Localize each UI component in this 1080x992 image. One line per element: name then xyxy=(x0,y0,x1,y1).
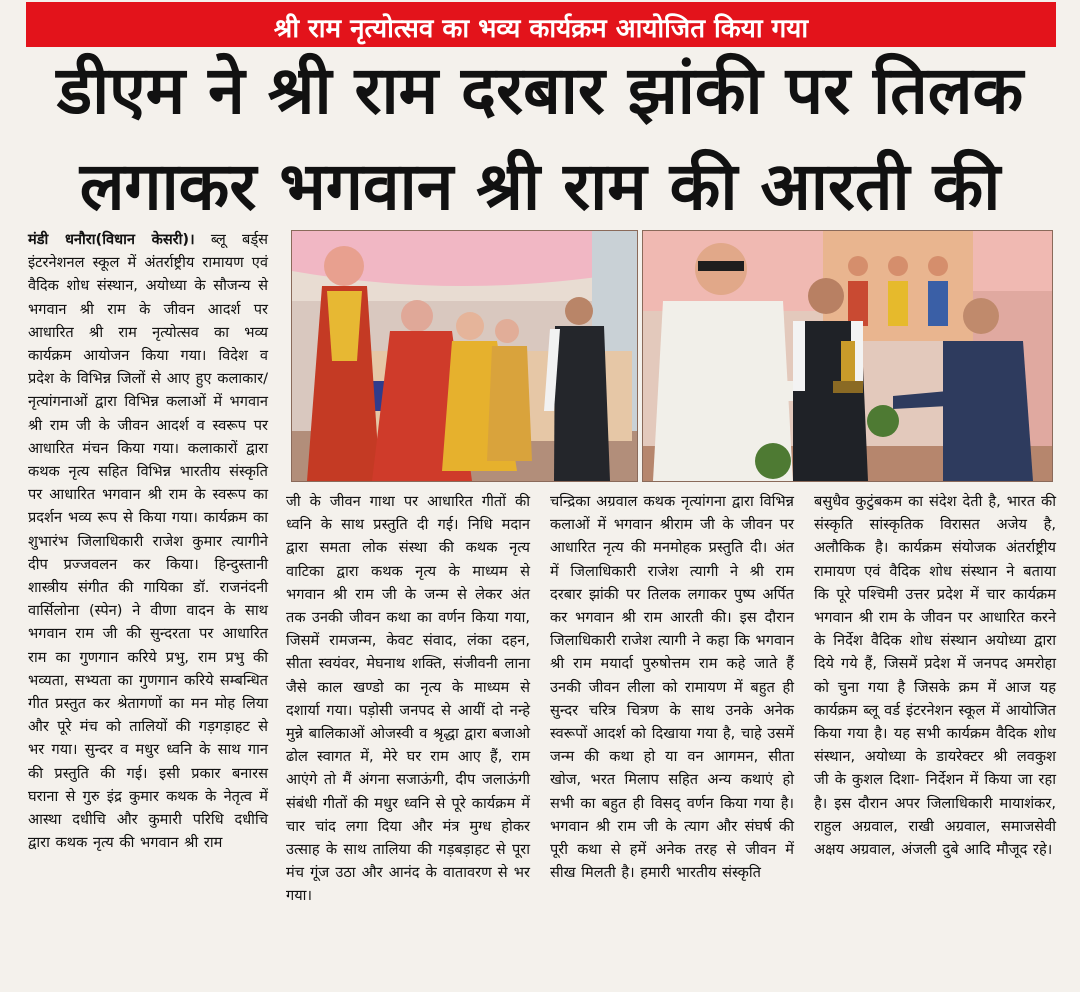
award-presentation-photo xyxy=(642,230,1053,482)
column-1-text: ब्लू बर्ड्स इंटरनेशनल स्कूल में अंतर्राष्ट्रीय रामायण एवं वैदिक शोध संस्थान, अयोध्या के सौजन्य से भगवान श्री राम के जीवन आदर्श पर आधारित श्री राम नृत्योत्सव का भव्य कार्यक्रम आयोजन किया गया। विदेश व प्रदेश के विभिन्न जिलों से आए हुए कलाकार/ नृत्यांगनाओं द्वारा विभिन्न कलाओं में भगवान श्री राम जी के जीवन आदर्श व स्वरूप पर आधारित मंचन किया गया। कलाकारों द्वारा कथक नृत्य सहित विभिन्न भारतीय संस्कृति पर आधारित भगवान श्री राम के स्वरूप का प्रदर्शन भव्य रूप से किया गया। कार्यक्रम का शुभारंभ जिलाधिकारी राजेश कुमार त्यागीने दीप प्रज्जवलन कर किया। हिन्दुस्तानी शास्त्रीय संगीत की गायिका डॉ. राजनंदनी वार्सिलोना (स्पेन) ने वीणा वादन के साथ भगवान राम जी की सुन्दरता पर आधारित राम का गुणगान करिये प्रभु, राम प्रभु की भव्यता, सभ्यता का गुणगान करिये सम्बन्धित गीत प्रस्तुत कर श्रेतागणों का मन मोह लिया और पूरे मंच को तालियों की गड़गड़ाहट से भर गया। सुन्दर व मधुर ध्वनि के साथ गान की प्रस्तुति की गई। इसी प्रकार बनारस घराना से गुरु इंद्र कुमार कथक के नेतृत्व में आस्था दधीचि और कुमारी परिधि दधीचि द्वारा कथक नृत्य की भगवान श्री राम xyxy=(28,231,269,852)
headline-banner xyxy=(26,2,1056,47)
stage-performers-photo xyxy=(291,230,638,482)
column-4-text: बसुधैव कुटुंबकम का संदेश देती है, भारत की संस्कृति सांस्कृतिक विरासत अजेय है, अलौकिक है। कार्यक्रम संयोजक अंतर्राष्ट्रीय रामायण एवं वैदिक शोध संस्थान ने बताया कि पूरे पश्चिमी उत्तर प्रदेश में चार कार्यक्रम भगवान श्री राम के जीवन पर आधारित करने के निर्देश वैदिक शोध संस्थान अयोध्या द्वारा दिये गये हैं, जिसमें प्रदेश में जनपद अमरोहा को चुना गया है जिसके क्रम में आज यह कार्यक्रम ब्लू वर्ड इंटरनेशन स्कूल में आयोजित किया गया है। यह सभी कार्यक्रम वैदिक शोध संस्थान, अयोध्या के डायरेक्टर श्री लवकुश जी के कुशल दिशा- निर्देशन में किया जा रहा है। इस दौरान अपर जिलाधिकारी मायाशंकर, राहुल अग्रवाल, राखी अग्रवाल, समाजसेवी अक्षय अग्रवाल, अंजली दुबे आदि मौजूद रहे। xyxy=(814,493,1056,859)
main-headline-line-2: लगाकर भगवान श्री राम की आरती की xyxy=(79,148,1001,225)
column-3-text: चन्द्रिका अग्रवाल कथक नृत्यांगना द्वारा विभिन्न कलाओं में भगवान श्रीराम जी के जीवन पर आधारित नृत्य की मनमोहक प्रस्तुति दी। अंत में जिलाधिकारी राजेश त्यागी ने श्री राम दरबार झांकी पर तिलक लगाकर पुष्प अर्पित कर भगवान श्री राम आरती की। इस दौरान जिलाधिकारी राजेश त्यागी ने कहा कि भगवान श्री राम मयार्दा पुरुषोत्तम राम कहे जाते हैं उनकी जीवन लीला को रामायण में बहुत ही सुन्दर चरित्र चित्रण के साथ उनके अनेक स्वरूपों आदर्श को दिखाया गया है, चाहे उसमें जन्म की कथा हो या वन आगमन, सीता खोज, भरत मिलाप सहित अन्य कथाएं हो सभी का बहुत ही विसद् वर्णन किया गया है। भगवान श्री राम जी के त्याग और संघर्ष की पूरी कथा से हमें अनेक तरह से जीवन में सीख मिलती है। हमारी भारतीय संस्कृति xyxy=(550,493,794,882)
award-presentation-photo-icon xyxy=(643,231,1052,481)
dateline: मंडी धनौरा(विधान केसरी)। xyxy=(28,231,195,248)
main-headline-line-1: डीएम ने श्री राम दरबार झांकी पर तिलक xyxy=(56,52,1024,129)
stage-performers-photo-icon xyxy=(292,231,637,481)
article-column-4 xyxy=(814,490,1056,861)
banner-text: श्री राम नृत्योत्सव का भव्य कार्यक्रम आयोजित किया गया xyxy=(273,14,809,44)
article-column-2 xyxy=(286,490,530,908)
article-column-1 xyxy=(28,228,268,854)
column-2-text: जी के जीवन गाथा पर आधारित गीतों की ध्वनि के साथ प्रस्तुति दी गई। निधि मदान द्वारा समता लोक संस्था की कथक नृत्य वाटिका द्वारा कथक नृत्य के माध्यम से भगवान श्री राम जी के जन्म से लेकर अंत तक उनकी जीवन कथा का वर्णन किया गया, जिसमें रामजन्म, केवट संवाद, लंका दहन, सीता स्वयंवर, मेघनाथ शक्ति, संजीवनी लाना जैसे काल खण्डो का नृत्य के माध्यम से दशार्या गया। पड़ोसी जनपद से आयीं दो नन्हे मुन्ने बालिकाओं ओजस्वी व श्रृद्धा द्वारा बजाओ ढोल स्वागत में, मेरे घर राम आए हैं, राम आएंगे तो मैं अंगना सजाऊंगी, दीप जलाऊंगी संबंधी गीतों की मधुर ध्वनि से पूरे कार्यक्रम में चार चांद लगा दिया और मंत्र मुग्ध होकर उत्साह के साथ तालिया की गड़बड़ाहट से पूरा मंच गूंज उठा और आनंद के वातावरण से भर गया। xyxy=(286,493,530,905)
article-column-3 xyxy=(550,490,794,884)
